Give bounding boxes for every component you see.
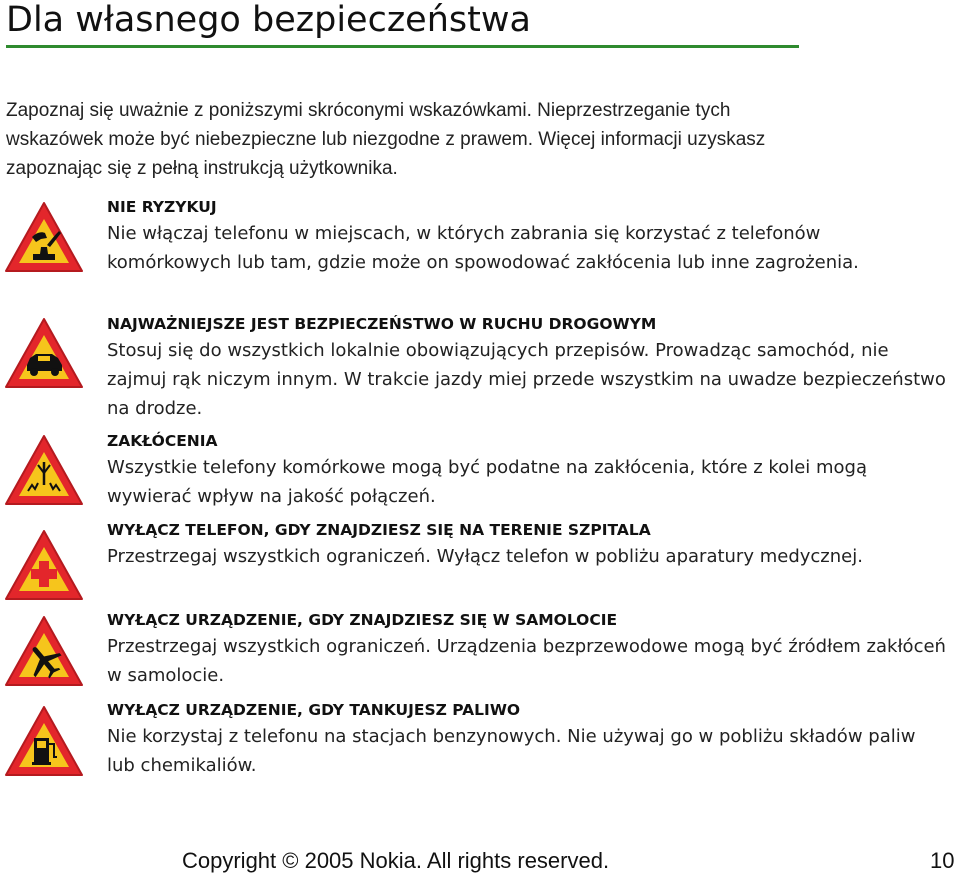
- antenna-interference-warning-icon: [3, 433, 85, 507]
- safety-section-aircraft: [107, 610, 947, 690]
- section-heading: NAJWAŻNIEJSZE JEST BEZPIECZEŃSTWO W RUCHU DROGOWYM: [107, 315, 657, 333]
- section-heading: WYŁĄCZ URZĄDZENIE, GDY TANKUJESZ PALIWO: [107, 701, 521, 719]
- page-title: Dla własnego bezpieczeństwa: [6, 0, 531, 40]
- title-divider: [6, 45, 799, 48]
- section-heading: WYŁĄCZ TELEFON, GDY ZNAJDZIESZ SIĘ NA TERENIE SZPITALA: [107, 521, 651, 539]
- section-text: Wszystkie telefony komórkowe mogą być podatne na zakłócenia, które z kolei mogą wywierać wpływ na jakość połączeń.: [107, 457, 868, 507]
- hospital-cross-warning-icon: [3, 528, 85, 602]
- section-text: Stosuj się do wszystkich lokalnie obowiązujących przepisów. Prowadząc samochód, nie zajmuj rąk niczym innym. W trakcie jazdy miej przede wszystkim na uwadze bezpieczeństwo na drodze.: [107, 340, 946, 419]
- hand-switch-warning-icon: [3, 200, 85, 274]
- safety-section-hospital: [107, 520, 947, 571]
- section-heading: ZAKŁÓCENIA: [107, 432, 218, 450]
- safety-section-interference: [107, 431, 947, 511]
- section-text: Nie korzystaj z telefonu na stacjach benzynowych. Nie używaj go w pobliżu składów paliw lub chemikaliów.: [107, 726, 916, 776]
- safety-section-road-safety: [107, 314, 947, 423]
- copyright-notice: Copyright © 2005 Nokia. All rights reserved.: [182, 848, 610, 873]
- safety-section-dont-risk: [107, 197, 947, 277]
- airplane-warning-icon: [3, 614, 85, 688]
- fuel-pump-warning-icon: [3, 704, 85, 778]
- page-number: 10: [930, 848, 955, 873]
- section-text: Przestrzegaj wszystkich ograniczeń. Urządzenia bezprzewodowe mogą być źródłem zakłóceń w samolocie.: [107, 636, 946, 686]
- section-text: Nie włączaj telefonu w miejscach, w których zabrania się korzystać z telefonów komórkowych lub tam, gdzie może on spowodować zakłócenia lub inne zagrożenia.: [107, 223, 859, 273]
- intro-paragraph: Zapoznaj się uważnie z poniższymi skróconymi wskazówkami. Nieprzestrzeganie tych wskazówek może być niebezpieczne lub niezgodne z prawem. Więcej informacji uzyskasz zapoznając się z pełną instrukcją użytkownika.: [6, 100, 766, 179]
- section-text: Przestrzegaj wszystkich ograniczeń. Wyłącz telefon w pobliżu aparatury medycznej.: [107, 546, 863, 567]
- section-heading: NIE RYZYKUJ: [107, 198, 217, 216]
- car-warning-icon: [3, 316, 85, 390]
- safety-section-refuelling: [107, 700, 947, 780]
- section-heading: WYŁĄCZ URZĄDZENIE, GDY ZNAJDZIESZ SIĘ W SAMOLOCIE: [107, 611, 618, 629]
